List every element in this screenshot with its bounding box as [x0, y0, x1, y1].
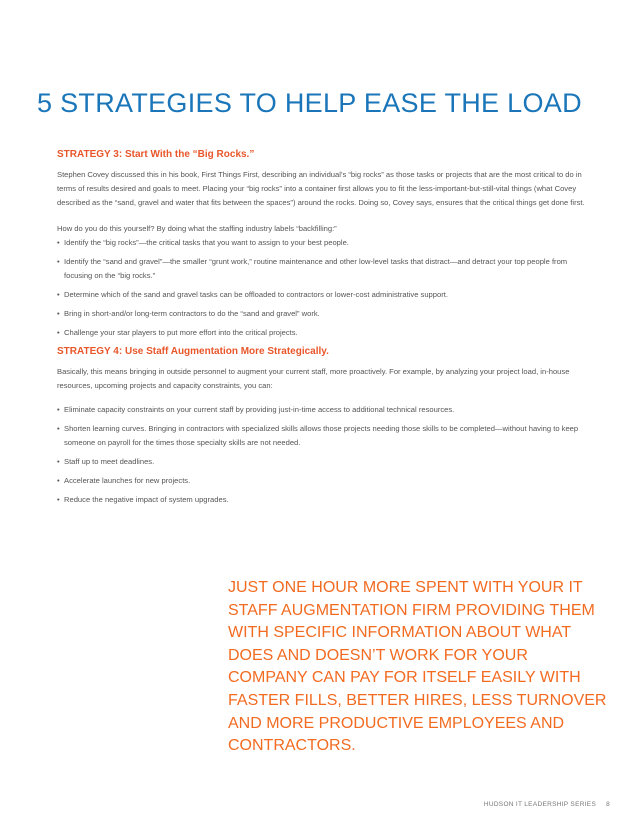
strategy-4-paragraph: Basically, this means bringing in outside personnel to augment your current staff, more proactively. For example, by analyzing your project load, in-house resources, upcoming projects and capacity constraints, you can: — [57, 367, 570, 390]
pull-quote: JUST ONE HOUR MORE SPENT WITH YOUR IT STAFF AUGMENTATION FIRM PROVIDING THEM WITH SPECIFIC INFORMATION ABOUT WHAT DOES AND DOESN’T WORK FOR YOUR COMPANY CAN PAY FOR ITSELF EASILY WITH FASTER FILLS, BETTER HIRES, LESS TURNOVER AND MORE PRODUCTIVE EMPLOYEES AND CONTRACTORS. — [228, 579, 607, 755]
bullet-item: • Staff up to meet deadlines. — [57, 455, 587, 469]
bullet-item: • Reduce the negative impact of system upgrades. — [57, 493, 587, 507]
strategy-4-heading: STRATEGY 4: Use Staff Augmentation More Strategically. — [57, 346, 329, 357]
bullet-item: • Bring in short-and/or long-term contractors to do the “sand and gravel” work. — [57, 307, 587, 321]
bullet-item: • Determine which of the sand and gravel tasks can be offloaded to contractors or lower-cost administrative support. — [57, 288, 587, 302]
strategy-3-heading: STRATEGY 3: Start With the “Big Rocks.” — [57, 149, 255, 160]
strategy-4-bullet-list — [57, 403, 587, 507]
bullet-icon: • — [57, 328, 60, 337]
bullet-icon: • — [57, 290, 60, 299]
bullet-item: • Eliminate capacity constraints on your current staff by providing just-in-time access to additional technical resources. — [57, 403, 587, 417]
bullet-icon: • — [57, 309, 60, 318]
bullet-icon: • — [57, 457, 60, 466]
strategy-3-section — [57, 148, 587, 340]
page-number: 8 — [606, 801, 610, 808]
main-content — [57, 148, 587, 512]
bullet-item: • Challenge your star players to put more effort into the critical projects. — [57, 326, 587, 340]
strategy-4-section — [57, 345, 587, 507]
bullet-icon: • — [57, 238, 60, 247]
strategy-3-intro: How do you do this yourself? By doing what the staffing industry labels “backfilling:” — [57, 224, 337, 233]
bullet-icon: • — [57, 424, 60, 433]
bullet-icon: • — [57, 476, 60, 485]
bullet-item: • Identify the “big rocks”—the critical tasks that you want to assign to your best people. — [57, 236, 587, 250]
bullet-icon: • — [57, 405, 60, 414]
page-title: 5 STRATEGIES TO HELP EASE THE LOAD — [37, 88, 582, 119]
footer-series-name: HUDSON IT LEADERSHIP SERIES — [483, 801, 597, 808]
bullet-item: • Shorten learning curves. Bringing in contractors with specialized skills allows those projects needing those skills to be completed—without having to keep someone on payroll for the times those specialty skills are not needed. — [57, 424, 579, 447]
bullet-icon: • — [57, 495, 60, 504]
bullet-item: • Identify the “sand and gravel”—the smaller “grunt work,” routine maintenance and other low-level tasks that distract—and detract your top people from focusing on the “big rocks.” — [57, 257, 568, 280]
page-footer — [484, 801, 610, 808]
strategy-3-bullet-list — [57, 236, 587, 340]
bullet-item: • Accelerate launches for new projects. — [57, 474, 587, 488]
strategy-3-paragraph: Stephen Covey discussed this in his book, First Things First, describing an individual’s “big rocks” as those tasks or projects that are the most critical to do in terms of results desired and goals to meet. Placing your “big rocks” into a container first allows you to fit the less-important-but-still-vital things (what Covey described as the “sand, gravel and water that fits between the spaces”) around the rocks. Doing so, Covey says, ensures that the critical things get done first. — [57, 170, 585, 207]
bullet-icon: • — [57, 257, 60, 266]
